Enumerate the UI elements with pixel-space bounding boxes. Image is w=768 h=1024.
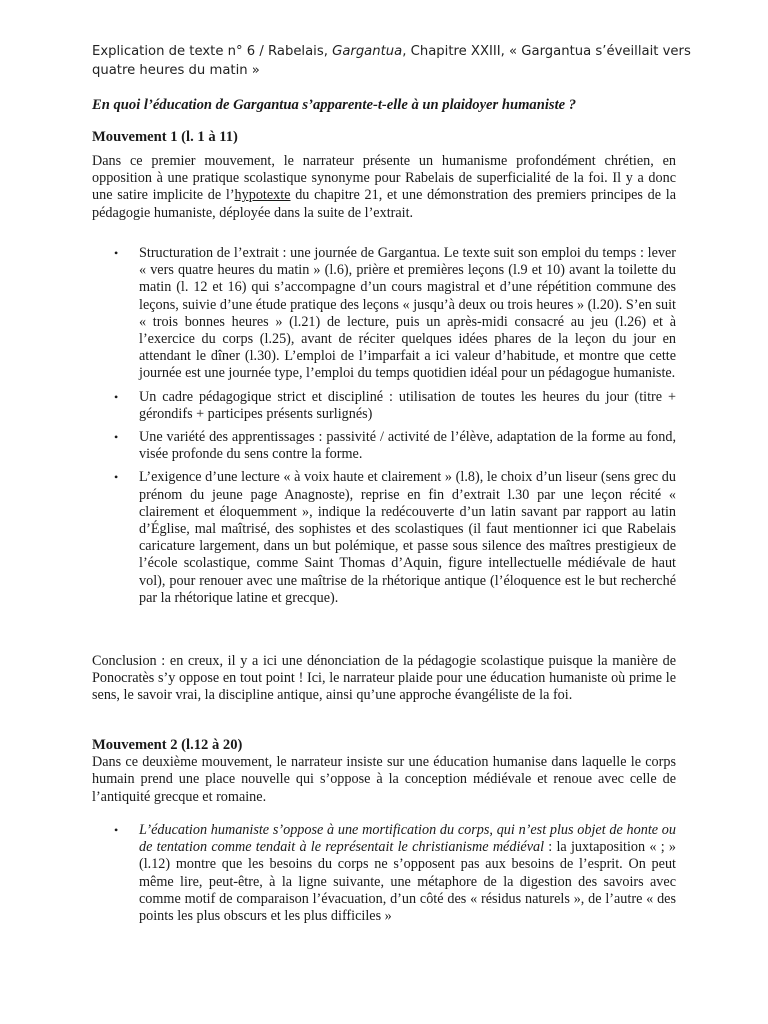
conclusion-paragraph: Conclusion : en creux, il y a ici une dénonciation de la pédagogie scolastique puisque la manière de Ponocratès s’y oppose en tout point ! Ici, le narrateur plaide pour une éducation humaniste où prime le sens, le savoir vrai, la discipline antique, ainsi qu’une approche évangéliste de la foi. (92, 653, 676, 704)
intro-text-a: Dans ce premier mouvement, le narrateur présente un humanisme profondément chrétien, en opposition à une pratique scolastique synonyme pour Rabelais de superficialité de la foi. Il y a donc une satire implicite de l’ (92, 153, 676, 204)
list-item (92, 389, 676, 423)
list-item (92, 469, 676, 607)
list-item (92, 245, 676, 383)
bullet-dot: • (114, 389, 119, 404)
header-work-title: Gargantua (332, 44, 403, 59)
mouvement-1-intro-paragraph (92, 153, 676, 222)
bullet-list-2 (92, 822, 676, 925)
header-prefix: Explication de texte n° 6 / Rabelais, (92, 44, 333, 59)
bullet-text: Une variété des apprentissages : passivité / activité de l’élève, adaptation de la forme au fond, visée profonde du sens contre la forme. (139, 429, 676, 463)
header-suffix: , Chapitre XXIII, « Gargantua s’éveillait vers quatre heures du matin » (92, 44, 691, 78)
bullet-text: L’exigence d’une lecture « à voix haute et clairement » (l.8), le choix d’un liseur (sens grec du prénom du jeune page Anagnoste), reprise en fin d’extrait l.30 par une leçon récité « clairement et éloquemment », indique la redécouverte d’un latin savant par rapport au latin d’Église, mal maîtrisé, des sophistes et des scolastiques (il faut mentionner ici que Rabelais caricature largement, dans un but polémique, et passe sous silence des maîtres prestigieux de l’école scolastique, comme Saint Thomas d’Aquin, figure intellectuelle médiévale de haut vol), pour renouer avec une maîtrise de la rhétorique antique (l’éloquence est le but recherché par la rhétorique latine et grecque). (139, 469, 676, 606)
mouvement-2-bullets (92, 822, 676, 931)
mouvement-1-heading: Mouvement 1 (l. 1 à 11) (92, 129, 238, 145)
document-header (92, 42, 692, 80)
bullet-text: : la juxtaposition « ; » (l.12) montre que les besoins du corps ne s’opposent pas aux besoins de l’esprit. On peut même lire, peut-être, à la ligne suivante, une métaphore de la digestion des savoirs avec comme motif de comparaison l’évacuation, d’un côté des « résidus naturels », de l’autre « des points les plus obscurs et les plus difficiles » (139, 839, 676, 925)
bullet-italic-text: L’éducation humaniste s’oppose à une mortification du corps, qui n’est plus objet de honte ou de tentation comme tendait à le représentait le christianisme médiéval (139, 822, 676, 856)
list-item (92, 429, 676, 463)
mouvement-2-section (92, 737, 676, 806)
hypotexte-term: hypotexte (234, 187, 291, 204)
bullet-list-1 (92, 245, 676, 607)
problematique-question: En quoi l’éducation de Gargantua s’apparente-t-elle à un plaidoyer humaniste ? (92, 97, 577, 113)
bullet-dot: • (114, 246, 119, 260)
intro-text-b: du chapitre 21, et une démonstration des premiers principes de la pédagogie humaniste, déployée dans la suite de l’extrait. (92, 187, 676, 221)
mouvement-1-title (92, 129, 676, 146)
bullet-text: Structuration de l’extrait : une journée de Gargantua. Le texte suit son emploi du temps : lever « vers quatre heures du matin » (l.6), prière et premières leçons (l.9 et 10) avant la toilette du matin (l. 12 et 16) qui s’accompagne d’un cours magistral et d’une répétition commune des leçons, suivie d’une étude pratique des leçons « jusqu’à deux ou trois heures » (l.20). S’en suit « trois bonnes heures » (l.21) de lecture, puis un après-midi consacré au jeu (l.26) et à l’exercice du corps (l.25), avant de réciter quelques idées phares de la leçon du jour en attendant le dîner (l.30). L’emploi de l’imparfait a ici valeur d’habitude, et montre que cette journée est une journée type, l’emploi du temps quotidien idéal pour un pédagogue humaniste. (139, 245, 676, 382)
mouvement-1-intro (92, 153, 676, 222)
list-item (92, 822, 676, 925)
bullet-dot: • (114, 430, 119, 445)
mouvement-1-conclusion (92, 653, 676, 705)
bullet-text: Un cadre pédagogique strict et discipliné : utilisation de toutes les heures du jour (titre + gérondifs + participes présents surlignés) (139, 388, 676, 422)
mouvement-2-intro-paragraph: Dans ce deuxième mouvement, le narrateur insiste sur une éducation humanise dans laquelle le corps humain prend une place nouvelle qui s’oppose à la conception médiévale et renoue avec celle de l’antiquité grecque et romaine. (92, 754, 676, 805)
mouvement-2-heading: Mouvement 2 (l.12 à 20) (92, 737, 243, 753)
mouvement-1-bullets (92, 245, 676, 613)
bullet-dot: • (114, 470, 119, 485)
bullet-dot: • (114, 823, 119, 837)
